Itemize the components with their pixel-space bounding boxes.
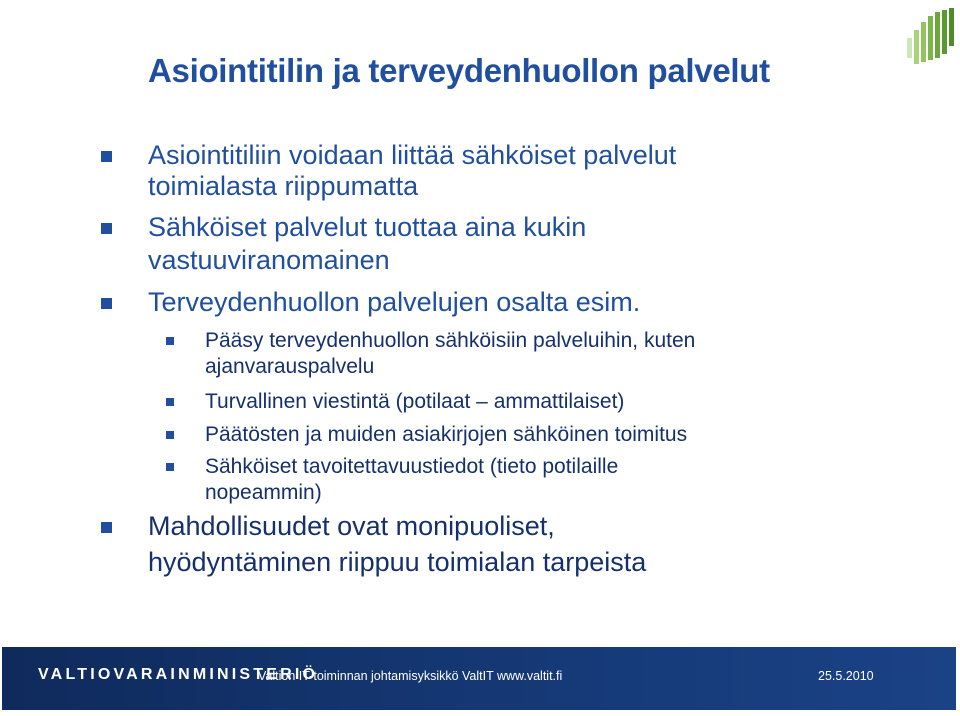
bullet-marker bbox=[101, 151, 112, 162]
sub-bullet-marker bbox=[166, 463, 174, 471]
bullet-2-line-1: Sähköiset palvelut tuottaa aina kukin bbox=[148, 212, 587, 242]
bullet-marker bbox=[101, 298, 112, 309]
sub-bullet-4-line-2: nopeammin) bbox=[205, 481, 322, 504]
sub-bullet-2-line-1: Turvallinen viestintä (potilaat – ammattilaiset) bbox=[205, 390, 625, 413]
bullet-4-line-1: Mahdollisuudet ovat monipuoliset, bbox=[148, 511, 555, 541]
bullet-1-line-1: Asiointitiliin voidaan liittää sähköiset palvelut bbox=[148, 140, 677, 170]
sub-bullet-3-line-1: Päätösten ja muiden asiakirjojen sähköinen toimitus bbox=[205, 423, 688, 446]
bullet-3-line-1: Terveydenhuollon palvelujen osalta esim. bbox=[148, 287, 641, 317]
logo-bars-icon bbox=[905, 8, 957, 68]
footer-date: 25.5.2010 bbox=[818, 669, 874, 683]
bullet-1-line-2: toimialasta riippumatta bbox=[148, 171, 419, 201]
sub-bullet-1-line-1: Pääsy terveydenhuollon sähköisiin palveluihin, kuten bbox=[205, 329, 696, 352]
bullet-marker bbox=[101, 223, 112, 234]
slide-title: Asiointitilin ja terveydenhuollon palvelut bbox=[148, 52, 770, 89]
sub-bullet-marker bbox=[166, 431, 174, 439]
bullet-2-line-2: vastuuviranomainen bbox=[148, 245, 390, 275]
bullet-4-line-2: hyödyntäminen riippuu toimialan tarpeista bbox=[148, 547, 647, 577]
sub-bullet-marker bbox=[166, 398, 174, 406]
footer-organization-text: Valtion IT-toiminnan johtamisyksikkö ValtIT www.valtit.fi bbox=[258, 669, 563, 683]
sub-bullet-marker bbox=[166, 337, 174, 345]
bullet-marker bbox=[101, 522, 112, 533]
sub-bullet-1-line-2: ajanvarauspalvelu bbox=[205, 355, 375, 378]
sub-bullet-4-line-1: Sähköiset tavoitettavuustiedot (tieto potilaille bbox=[205, 455, 619, 478]
footer-brand-logo: VALTIOVARAINMINISTERIÖ bbox=[38, 666, 319, 683]
